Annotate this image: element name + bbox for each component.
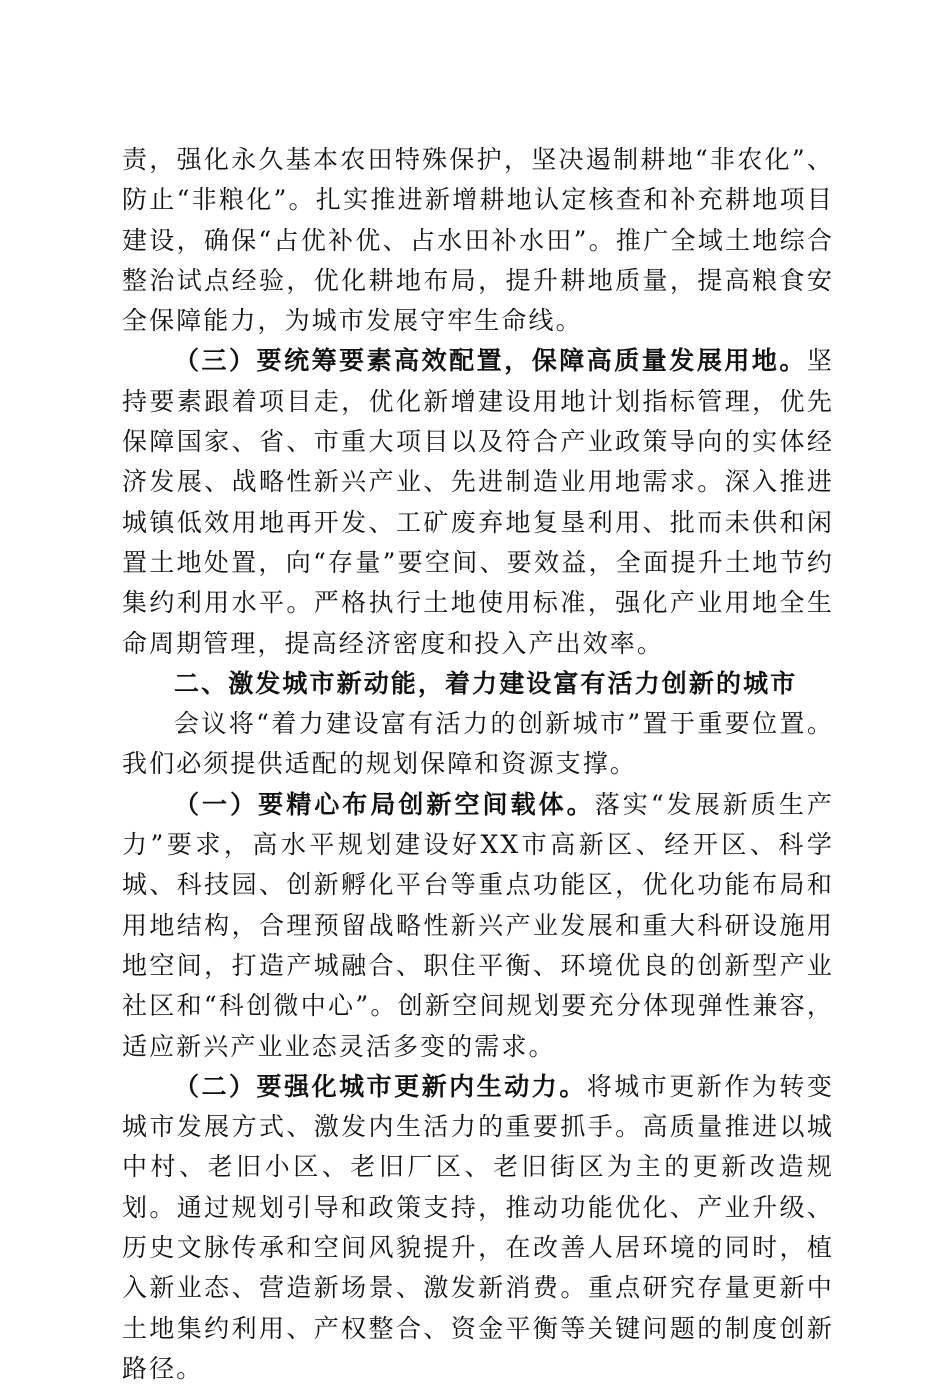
paragraph-text: 将城市更新作为转变城市发展方式、激发内生活力的重要抓手。高质量推进以城中村、老旧小区、老旧厂区、老旧街区为主的更新改造规划。通过规划引导和政策支持，推动功能优化、产业升级、历史文脉传承和空间风貌提升，在改善人居环境的同时，植入新业态、营造新场景、激发新消费。重点研究存量更新中土地集约利用、产权整合、资金平衡等关键问题的制度创新路径。 [122, 1071, 834, 1383]
document-body [122, 140, 834, 1389]
paragraph-text: 落实“发展新质生产力”要求，高水平规划建设好XX市高新区、经开区、科学城、科技园、创新孵化平台等重点功能区，优化功能布局和用地结构，合理预留战略性新兴产业发展和重大科研设施用地空间，打造产城融合、职住平衡、环境优良的创新型产业社区和“科创微中心”。创新空间规划要充分体现弹性兼容，适应新兴产业业态灵活多变的需求。 [122, 789, 834, 1061]
paragraph-land-allocation [122, 341, 834, 663]
paragraph-text: 坚持要素跟着项目走，优化新增建设用地计划指标管理，优先保障国家、省、市重大项目以及符合产业政策导向的实体经济发展、战略性新兴产业、先进制造业用地需求。深入推进城镇低效用地再开发、工矿废弃地复垦利用、批而未供和闲置土地处置，向“存量”要空间、要效益，全面提升土地节约集约利用水平。严格执行土地使用标准，强化产业用地全生命周期管理，提高经济密度和投入产出效率。 [122, 346, 834, 658]
section-heading-2: 二、激发城市新动能，着力建设富有活力创新的城市 [174, 668, 798, 698]
subsection-heading-2: （二）要强化城市更新内生动力。 [174, 1071, 587, 1101]
paragraph-innovation-space [122, 785, 834, 1067]
paragraph-text: 会议将“着力建设富有活力的创新城市”置于重要位置。我们必须提供适配的规划保障和资源支撑。 [122, 709, 834, 779]
paragraph-meeting-intro [122, 704, 834, 785]
paragraph-urban-renewal [122, 1067, 834, 1389]
paragraph-farmland-protection [122, 140, 834, 341]
subsection-heading-1: （一）要精心布局创新空间载体。 [174, 789, 595, 819]
paragraph-text: 责，强化永久基本农田特殊保护，坚决遏制耕地“非农化”、防止“非粮化”。扎实推进新增耕地认定核查和补充耕地项目建设，确保“占优补优、占水田补水田”。推广全域土地综合整治试点经验，优化耕地布局，提升耕地质量，提高粮食安全保障能力，为城市发展守牢生命线。 [122, 145, 834, 336]
subsection-heading-3: （三）要统筹要素高效配置，保障高质量发展用地。 [174, 346, 807, 376]
